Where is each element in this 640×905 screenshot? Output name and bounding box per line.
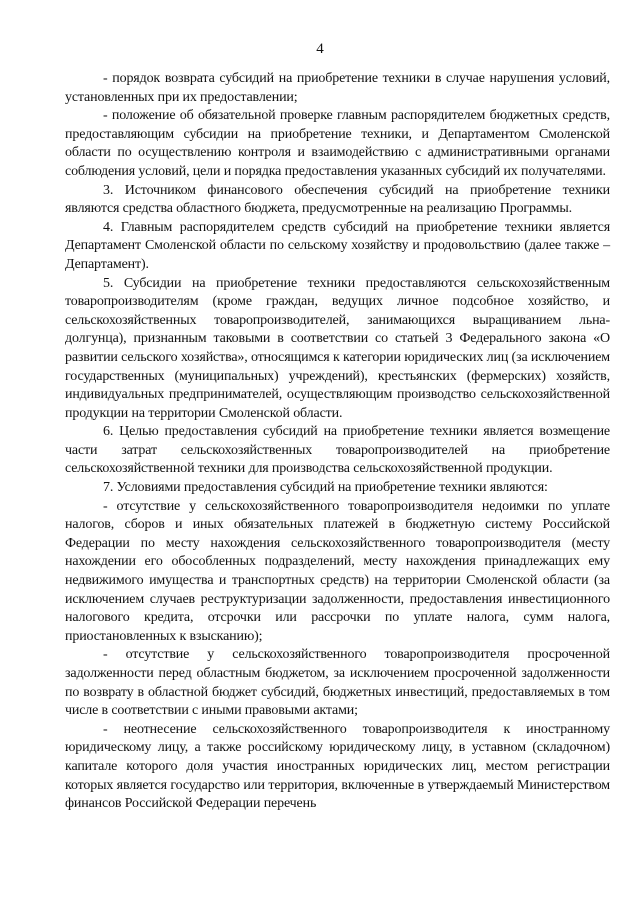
paragraph-item-4-chief-administrator: 4. Главным распорядителем средств субсидий на приобретение техники является Департамент Смоленской области по сельскому хозяйству и продовольствию (далее также – Департамент). xyxy=(65,219,610,272)
paragraph-return-procedure: - порядок возврата субсидий на приобретение техники в случае нарушения условий, установленных при их предоставлении; xyxy=(65,71,610,105)
document-body xyxy=(65,70,610,814)
paragraph-item-5-recipients: 5. Субсидии на приобретение техники предоставляются сельскохозяйственным товаропроизводителям (кроме граждан, ведущих личное подсобное хозяйство, и сельскохозяйственных товаропроизводителей, занимающихся выращиванием льна-долгунца), признанным таковыми в соответствии со статьей 3 Федерального закона «О развитии сельского хозяйства», относящимся к категории юридических лиц (за исключением государственных (муниципальных) учреждений), крестьянских (фермерских) хозяйств, индивидуальных предпринимателей, осуществляющим производство сельскохозяйственной продукции на территории Смоленской области. xyxy=(65,275,610,421)
paragraph-item-7-conditions: 7. Условиями предоставления субсидий на приобретение техники являются: xyxy=(103,480,548,496)
paragraph-item-3-funding-source: 3. Источником финансового обеспечения субсидий на приобретение техники являются средства областного бюджета, предусмотренные на реализацию Программы. xyxy=(65,182,610,217)
page-number: 4 xyxy=(316,41,324,57)
paragraph-condition-not-foreign-entity: - неотнесение сельскохозяйственного товаропроизводителя к иностранному юридическому лицу, а также российскому юридическому лицу, в уставном (складочном) капитале которого доля участия иностранных юридических лиц, местом регистрации которых является государство или территория, включенные в утверждаемый Министерством финансов Российской Федерации перечень xyxy=(65,721,610,812)
paragraph-item-6-purpose: 6. Целью предоставления субсидий на приобретение техники является возмещение части затрат сельскохозяйственных товаропроизводителей на приобретение сельскохозяйственной техники для производства сельскохозяйственной продукции. xyxy=(65,424,610,477)
paragraph-condition-no-tax-arrears: - отсутствие у сельскохозяйственного товаропроизводителя недоимки по уплате налогов, сборов и иных обязательных платежей в бюджетную систему Российской Федерации по месту нахождения сельскохозяйственного товаропроизводителя (месту нахождении его обособленных подразделений, месту нахождения принадлежащих ему недвижимого имущества и транспортных средств) на территории Смоленской области (за исключением случаев реструктуризации задолженности, предоставления инвестиционного налогового кредита, отсрочки или рассрочки по уплате налога, сумм налога, приостановленных к взысканию); xyxy=(65,498,610,644)
paragraph-condition-no-overdue-debt: - отсутствие у сельскохозяйственного товаропроизводителя просроченной задолженности перед областным бюджетом, за исключением просроченной задолженности по возврату в областной бюджет субсидий, бюджетных инвестиций, предоставляемых в том числе в соответствии с иными правовыми актами; xyxy=(65,647,610,719)
paragraph-verification-provision: - положение об обязательной проверке главным распорядителем бюджетных средств, предоставляющим субсидии на приобретение техники, и Департаментом Смоленской области по осуществлению контроля и взаимодействию с административными органами соблюдения условий, цели и порядка предоставления указанных субсидий их получателями. xyxy=(65,108,610,179)
